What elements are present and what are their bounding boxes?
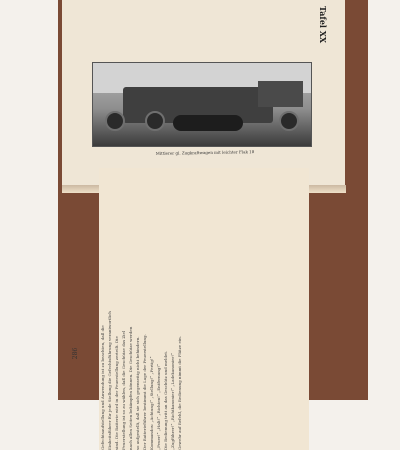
front-wheel — [105, 111, 125, 131]
text-line: „Feuer!“ „Halt!“ „Richten!“ „Entfernung!“ — [156, 363, 161, 450]
text-page — [99, 168, 309, 450]
text-line: Der Batterieführer bestimmt die Lage der Feuerstellung. — [142, 334, 147, 450]
text-line: Gefechtsaufstellung und Anwendung ist zu beachten, daß die — [100, 325, 105, 450]
text-line: Gewehr auf Befehl, die Bedienung nimmt die Plätze ein. — [177, 336, 182, 450]
page-number: 286 — [72, 347, 80, 360]
photo-caption: Mittlerer gl. Zugkraftwagen mit leichter Flak 18 — [155, 149, 255, 156]
text-line: „Zugführer!“ „Richtkanonier!“ „Ladekanonier!“ — [170, 353, 175, 450]
halftrack-track — [173, 115, 243, 131]
front-wheel — [145, 111, 165, 131]
text-line: Kommandos: „Achtung!“ „Stellung!“ „Fertig!“ — [149, 356, 154, 450]
text-line: Die Bedienung tritt an das Geschütz und meldet. — [163, 350, 168, 450]
text-line: so aufgestellt, daß sie sich gegenseitig nicht behindern. — [135, 336, 140, 450]
plate-label: Tafel XX — [318, 6, 328, 44]
vehicle-photo — [92, 62, 312, 147]
text-line: sind. Die Batterie wird in der Feuerstellung zerteilt. Die — [114, 336, 119, 450]
flak-gun — [258, 81, 303, 107]
text-line: Einheitsführer für jede Stellung die Gefechtsführung verantwortlich — [107, 311, 112, 450]
text-line: Feuerstellung ist so zu wählen, daß die Geschütze das Ziel — [121, 330, 126, 450]
body-text — [99, 240, 309, 450]
text-line: nach allen Seiten bekämpfen können. Die Geschütze werden — [128, 326, 133, 450]
gun-wheel — [279, 111, 299, 131]
